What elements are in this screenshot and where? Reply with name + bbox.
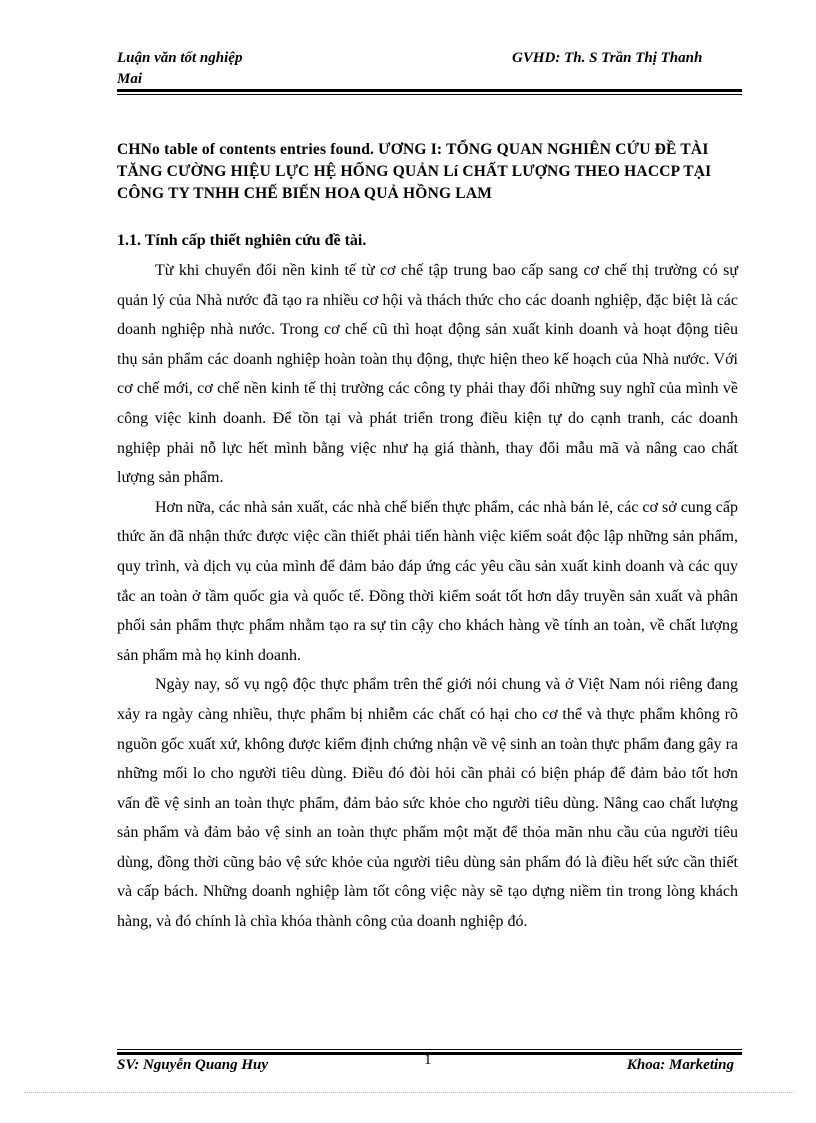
page-bottom-dotted-line <box>24 1092 794 1093</box>
header-advisor-continuation: Mai <box>117 71 143 87</box>
paragraph: Ngày nay, số vụ ngộ độc thực phẩm trên thế giới nói chung và ở Việt Nam nói riêng đang xảy ra ngày càng nhiều, thực phẩm bị nhiễm các chất có hại cho cơ thể và thực phẩm không rõ nguồn gốc xuất xứ, không được kiểm định chứng nhận về vệ sinh an toàn thực phẩm đang gây ra những mối lo cho người tiêu dùng. Điều đó đòi hỏi cần phải có biện pháp để đảm bảo tốt hơn vấn đề vệ sinh an toàn thực phẩm, đảm bảo sức khỏe cho người tiêu dùng. Nâng cao chất lượng sản phẩm và đảm bảo vệ sinh an toàn thực phẩm một mặt để thỏa mãn nhu cầu của người tiêu dùng, đồng thời cũng bảo vệ sức khỏe của người tiêu dùng sản phẩm đó là điều hết sức cần thiết và cấp bách. Những doanh nghiệp làm tốt công việc này sẽ tạo dựng niềm tin trong lòng khách hàng, và đó chính là chìa khóa thành công của doanh nghiệp đó. <box>117 676 738 931</box>
page-footer <box>117 1057 742 1079</box>
header-advisor: GVHD: Th. S Trần Thị Thanh <box>512 50 703 66</box>
page-header <box>117 50 742 88</box>
chapter-title: CHNo table of contents entries found. ƯƠNG I: TỔNG QUAN NGHIÊN CỨU ĐỀ TÀI TĂNG CƯỜNG HIỆU LỰC HỆ HỐNG QUẢN Lí CHẤT LƯỢNG THEO HACCP TẠI CÔNG TY TNHH CHẾ BIẾN HOA QUẢ HỒNG LAM <box>117 141 712 202</box>
footer-student: SV: Nguyễn Quang Huy <box>117 1057 268 1073</box>
paragraph: Từ khi chuyển đổi nền kinh tế từ cơ chế tập trung bao cấp sang cơ chế thị trường có sự quản lý của Nhà nước đã tạo ra nhiều cơ hội và thách thức cho các doanh nghiệp, đặc biệt là các doanh nghiệp nhà nước. Trong cơ chế cũ thì hoạt động sản xuất kinh doanh và hoạt động tiêu thụ sản phẩm các doanh nghiệp hoàn toàn thụ động, thực hiện theo kế hoạch của Nhà nước. Với cơ chế mới, cơ chế nền kinh tế thị trường các công ty phải thay đổi những suy nghĩ của mình về công việc kinh doanh. Để tồn tại và phát triển trong điều kiện tự do cạnh tranh, các doanh nghiệp phải nỗ lực hết mình bằng việc như hạ giá thành, thay đổi mẫu mã và nâng cao chất lượng sản phẩm. <box>117 262 738 487</box>
page-number: 1 <box>424 1052 432 1068</box>
footer-rule-thin <box>117 1049 742 1050</box>
header-thesis-label: Luận văn tốt nghiệp <box>117 50 243 66</box>
header-rule-thick <box>117 89 742 92</box>
header-rule-thin <box>117 94 742 95</box>
section-heading: 1.1. Tính cấp thiết nghiên cứu đề tài. <box>117 232 367 249</box>
footer-faculty: Khoa: Marketing <box>626 1057 734 1073</box>
body-text <box>117 256 738 937</box>
paragraph: Hơn nữa, các nhà sản xuất, các nhà chế biến thực phẩm, các nhà bán lẻ, các cơ sở cung cấp thức ăn đã nhận thức được việc cần thiết phải tiến hành việc kiểm soát độc lập những sản phẩm, quy trình, và dịch vụ của mình để đảm bảo đáp ứng các yêu cầu sản xuất kinh doanh và các quy tắc an toàn ở tầm quốc gia và quốc tế. Đồng thời kiểm soát tốt hơn dây truyền sản xuất và phân phối sản phẩm thực phẩm nhằm tạo ra sự tin cậy cho khách hàng về tính an toàn, về chất lượng sản phẩm mà họ kinh doanh. <box>117 498 738 664</box>
